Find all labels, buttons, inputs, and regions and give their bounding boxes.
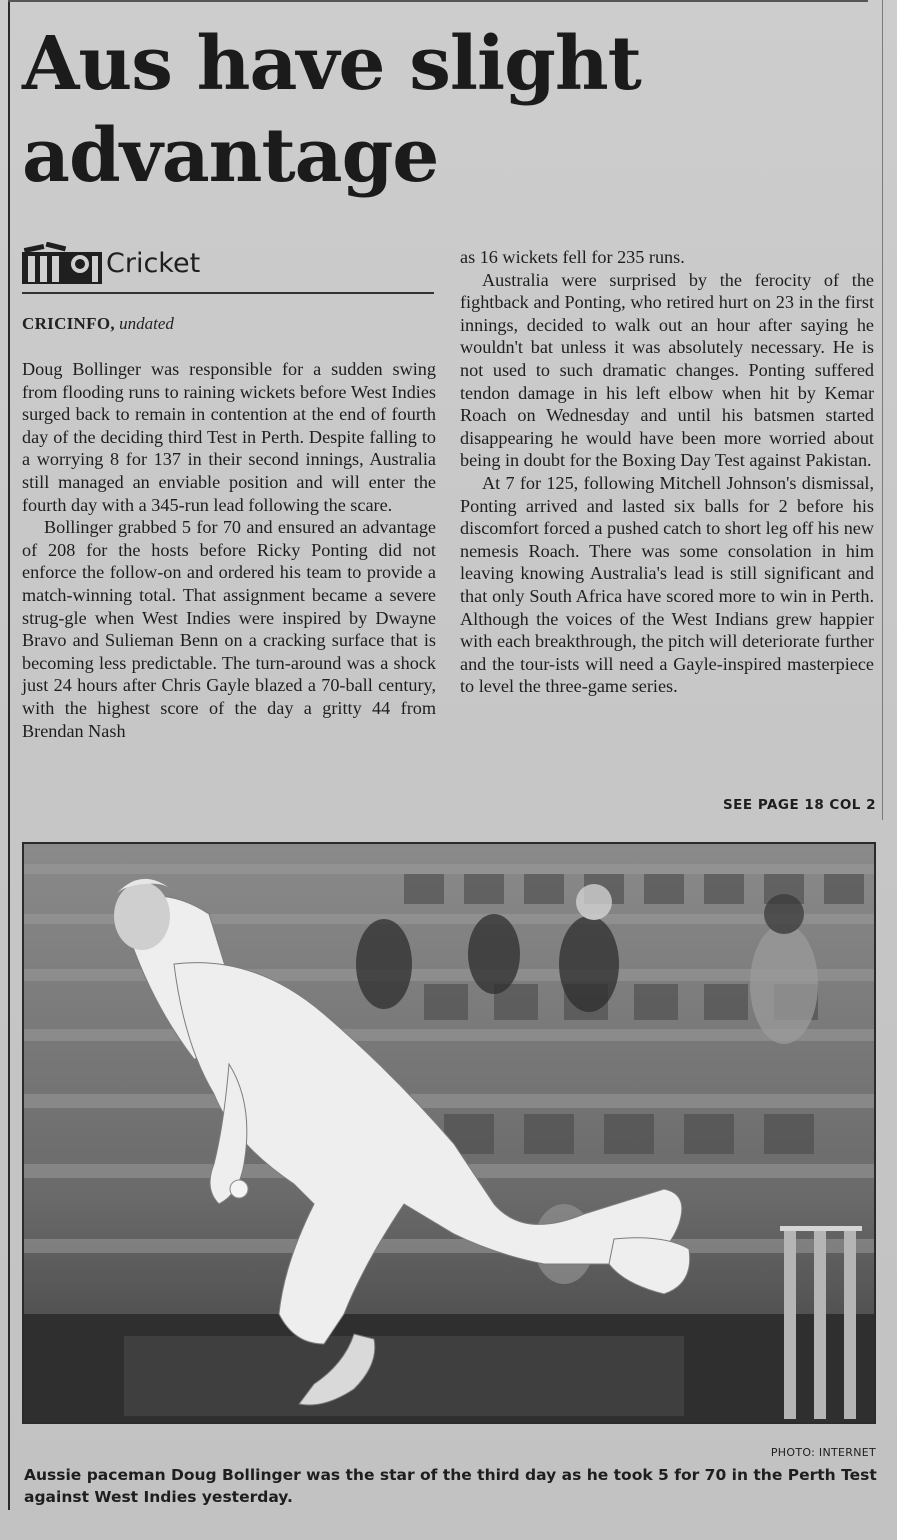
headline-line-1: Aus have slight	[22, 21, 641, 107]
section-label: Cricket	[106, 248, 201, 279]
column-rule-top	[8, 0, 868, 2]
column-rule-left	[8, 0, 10, 1510]
column-rule-right	[882, 0, 883, 820]
byline-source: CRICINFO,	[22, 314, 115, 333]
paragraph: Australia were surprised by the ferocity of the fightback and Ponting, who retired hurt on 23 in the first innings, decided to walk out an hour after saying he wouldn't bat unless it was absolutely necessary. He is not used to such dramatic changes. Ponting suffered tendon damage in his left elbow when hit by Kemar Roach on Wednesday and until his batsmen started disappearing he would have been more worried about being in doubt for the Boxing Day Test against Pakistan.	[460, 269, 874, 471]
byline-date: undated	[119, 314, 174, 333]
photo-credit: PHOTO: INTERNET	[770, 1446, 876, 1459]
section-header	[22, 240, 434, 294]
headline	[22, 18, 872, 202]
bowler-photo-illustration	[24, 844, 874, 1422]
paragraph: Bollinger grabbed 5 for 70 and ensured an advantage of 208 for the hosts before Ricky Ponting did not enforce the follow-on and ordered his team to provide a match-winning total. That assignment became a severe strug-gle when West Indies were inspired by Dwayne Bravo and Sulieman Benn on a cracking surface that is becoming less predictable. The turn-around was a shock just 24 hours after Chris Gayle blazed a 70-ball century, with the highest score of the day a gritty 44 from Brendan Nash	[22, 517, 436, 741]
photo-caption: Aussie paceman Doug Bollinger was the star of the third day as he took 5 for 70 in the Perth Test against West Indies yesterday.	[24, 1466, 877, 1506]
article-column-1	[22, 358, 436, 742]
headline-line-2: advantage	[22, 113, 439, 199]
article-column-2	[460, 246, 874, 698]
news-photo	[22, 842, 876, 1424]
byline	[22, 314, 174, 334]
paragraph: At 7 for 125, following Mitchell Johnson's dismissal, Ponting arrived and lasted six balls for 2 before his discomfort forced a pushed catch to short leg off his new nemesis Roach. There was some consolation in him leaving knowing Australia's lead is still significant and that only South Africa have scored more to win in Perth. Although the voices of the West Indians grew happier with each breakthrough, the pitch will deteriorate further and the tour-ists will need a Gayle-inspired masterpiece to level the three-game series.	[460, 472, 874, 697]
paragraph: as 16 wickets fell for 235 runs.	[460, 247, 685, 267]
continuation-jump[interactable]: SEE PAGE 18 COL 2	[722, 797, 876, 813]
cricket-stumps-icon	[22, 242, 102, 284]
paragraph: Doug Bollinger was responsible for a sudden swing from flooding runs to raining wickets before West Indies surged back to remain in contention at the end of fourth day of the deciding third Test in Perth. Despite falling to a worrying 8 for 137 in their second innings, Australia still managed an enviable position and will enter the fourth day with a 345-run lead following the scare.	[22, 359, 436, 515]
